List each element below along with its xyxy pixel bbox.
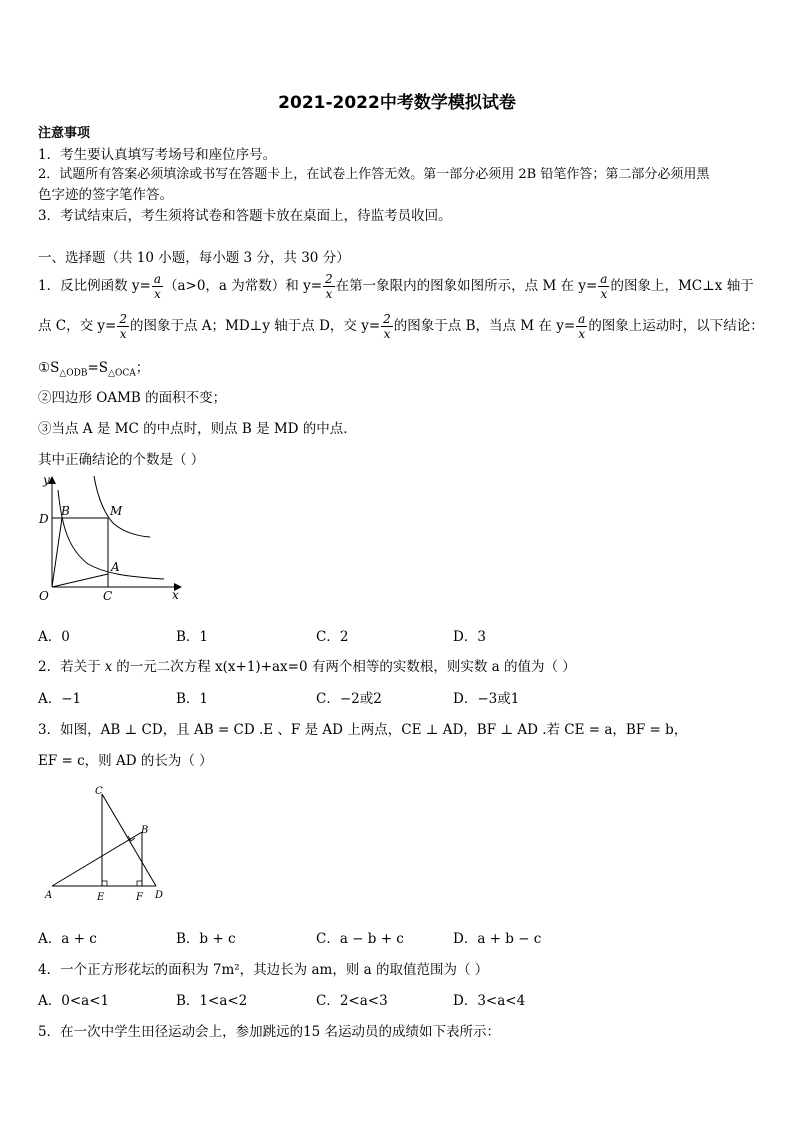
fraction-2-over-x: $\frac{2}{x}$ [383,312,391,341]
question-1-line1: 1．反比例函数 y= $\frac{a}{x}$ （a>0，a 为常数）和 y= $\frac{2}{x}$ 在第一象限内的图象如图所示，点 M 在 y= $\frac{a}{x}$ 的图象上，MC⊥x 轴于 [38,272,754,301]
option-a: A．0<a<1 [38,993,110,1009]
statement-1: $①S_{\triangle ODB}=S_{\triangle OCA}$； [38,360,150,379]
option-a: A．−1 [38,691,82,707]
option-d: D．a + b − c [453,931,542,947]
question-5: 5．在一次中学生田径运动会上，参加跳远的15 名运动员的成绩如下表所示： [38,1024,501,1040]
fraction-2-over-x: $\frac{2}{x}$ [119,312,127,341]
option-d: D．3 [453,629,486,645]
label-A: A [45,890,53,901]
option-c: C．2<a<3 [316,993,388,1009]
option-d: D．−3或1 [453,691,520,707]
fraction-a-over-x: $\frac{a}{x}$ [578,312,586,341]
option-c: C．2 [316,629,349,645]
option-c: C．a − b + c [316,931,404,947]
page-title: 2021-2022中考数学模拟试卷 [278,93,516,113]
label-D: D [155,890,164,901]
label-A: A [111,560,120,574]
label-E: E [97,892,105,903]
label-C: C [103,589,113,603]
option-b: B．1 [176,629,209,645]
fraction-2-over-x: $\frac{2}{x}$ [325,272,333,301]
option-a: A．0 [38,629,70,645]
label-O: O [39,589,49,603]
notice-item: 3．考试结束后，考生须将试卷和答题卡放在桌面上，待监考员收回。 [38,208,452,224]
question-2: 2．若关于 x 的一元二次方程 x(x+1)+ax=0 有两个相等的实数根，则实数 a 的值为（ ） [38,659,576,675]
statement-3: ③当点 A 是 MC 的中点时，则点 B 是 MD 的中点． [38,421,357,437]
option-b: B．1 [176,691,209,707]
section-heading: 一、选择题（共 10 小题，每小题 3 分，共 30 分） [38,250,350,266]
option-b: B．1<a<2 [176,993,248,1009]
label-F: F [136,892,143,903]
notice-heading: 注意事项 [38,126,91,141]
question-3-line1: 3．如图，AB ⊥ CD，且 AB = CD .E 、F 是 AD 上两点，CE ⊥ AD，BF ⊥ AD .若 CE = a，BF = b， [38,722,688,738]
label-y: y [43,473,50,487]
question-1-figure [34,470,194,605]
question-1-line2: 点 C，交 y= $\frac{2}{x}$ 的图象于点 A；MD⊥y 轴于点 D，交 y= $\frac{2}{x}$ 的图象于点 B，当点 M 在 y= $\frac{a}{x}$ 的图象上运动时，以下结论： [38,312,764,341]
fraction-a-over-x: $\frac{a}{x}$ [153,272,161,301]
question-4: 4．一个正方形花坛的面积为 7m²，其边长为 am，则 a 的取值范围为（ ） [38,962,489,978]
label-B: B [61,504,70,518]
label-D: D [39,512,49,526]
notice-item: 色字迹的签字笔作答。 [38,187,173,203]
notice-item: 2．试题所有答案必须填涂或书写在答题卡上，在试卷上作答无效。第一部分必须用 2B 铅笔作答；第二部分必须用黑 [38,167,710,182]
label-B: B [141,825,149,836]
question-1-ask: 其中正确结论的个数是（ ） [38,452,205,468]
label-x: x [172,588,179,602]
notice-item: 1．考生要认真填写考场号和座位序号。 [38,147,277,163]
question-3-line2: EF = c，则 AD 的长为（ ） [38,753,213,769]
label-M: M [110,504,123,518]
fraction-a-over-x: $\frac{a}{x}$ [600,272,608,301]
label-C: C [95,786,103,797]
option-b: B．b + c [176,931,236,947]
option-d: D．3<a<4 [453,993,526,1009]
option-a: A．a + c [38,931,97,947]
question-3-figure [40,780,180,905]
option-c: C．−2或2 [316,691,382,707]
statement-2: ②四边形 OAMB 的面积不变； [38,390,227,406]
